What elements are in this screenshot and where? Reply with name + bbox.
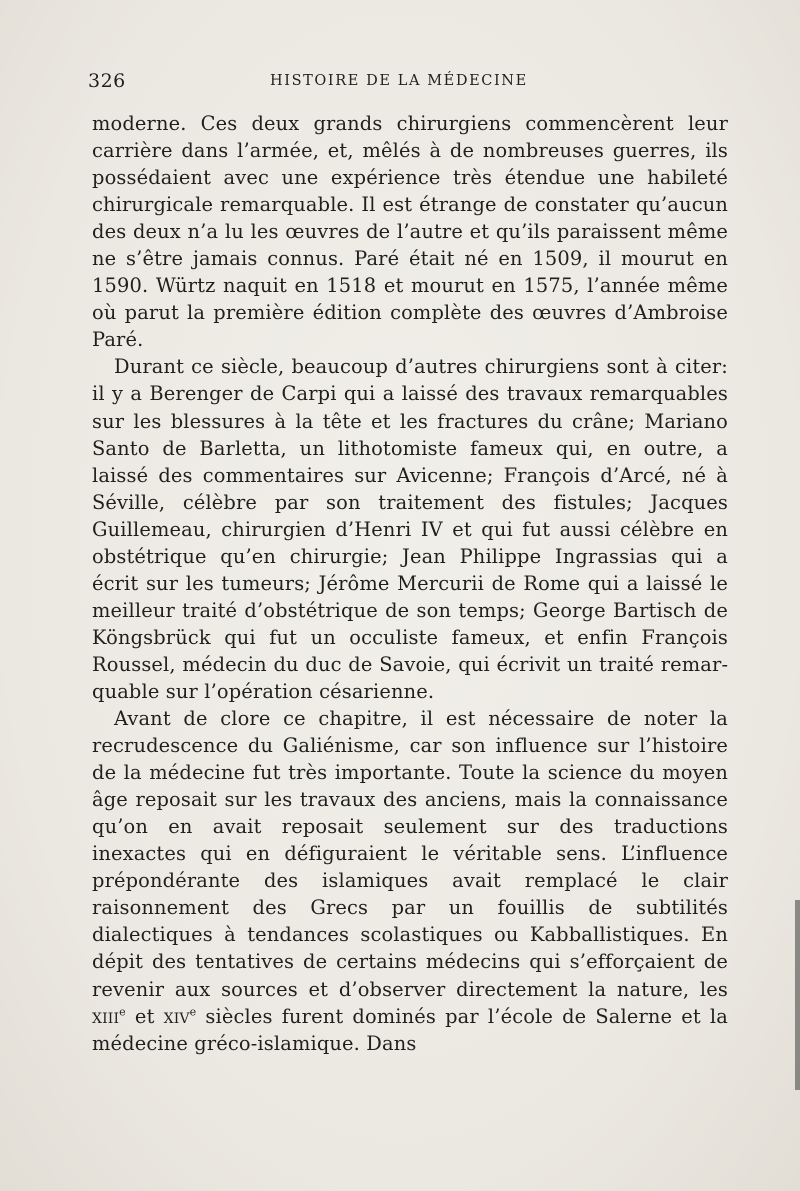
page-edge-shadow [795,900,800,1090]
paragraph-1: moderne. Ces deux grands chirurgiens commencèrent leur carrière dans l’armée, et, mêlés à de nombreuses guerres, ils possédaient avec une expérience très étendue une habileté chirurgicale remarquable. Il est étrange de constater qu’aucun des deux n’a lu les œuvres de l’autre et qu’ils paraissent même ne s’être jamais connus. Paré était né en 1509, il mourut en 1590. Würtz naquit en 1518 et mourut en 1575, l’année même où parut la première édition complète des œuvres d’Ambroise Paré. [92,112,728,352]
page-header [88,70,732,100]
conjunction-et: et [125,1004,164,1028]
century-xiii: xiii [92,1004,120,1028]
paragraph-3-text-before: Avant de clore ce chapitre, il est nécessaire de noter la recrudescence du Galiénisme, car son influence sur l’histoire de la médecine fut très importante. Toute la science du moyen âge reposait sur les travaux des anciens, mais la connaissance qu’on en avait reposait seulement sur des traductions inexactes qui en défiguraient le véritable sens. L’influence prépondérante des islamiques avait remplacé le clair raisonnement des Grecs par un fouillis de subtilités dialectiques à tendances scolastiques ou Kabballistiques. En dépit des tentatives de certains médecins qui s’efforçaient de revenir aux sources et d’observer directement la nature, les [92,707,728,1001]
page-number: 326 [88,70,126,92]
paragraph-3-text-after: siècles furent dominés par l’école de Salerne et la médecine gréco-islamique. Dans [92,1004,728,1055]
body-text [92,110,728,1057]
running-title: HISTOIRE DE LA MÉDECINE [270,73,528,89]
century-xiv: xiv [163,1004,190,1028]
paragraph-3 [92,705,728,1057]
paragraph-2: Durant ce siècle, beaucoup d’autres chirurgiens sont à citer: il y a Berenger de Carpi qui a laissé des travaux remarquables sur les blessures à la tête et les fractures du crâne; Mariano Santo de Barletta, un lithotomiste fameux qui, en outre, a laissé des commentaires sur Avicenne; François d’Arcé, né à Séville, célèbre par son traitement des fistules; Jacques Guillemeau, chirurgien d’Henri IV et qui fut aussi célèbre en obstétrique qu’en chirurgie; Jean Philippe Ingrassias qui a écrit sur les tumeurs; Jérôme Mercurii de Rome qui a laissé le meilleur traité d’obstétrique de son temps; George Bartisch de Köngsbrück qui fut un occuliste fameux, et enfin François Roussel, médecin du duc de Savoie, qui écrivit un traité remarquable sur l’opération césarienne. [92,355,728,703]
century-xiii-superscript: e [119,1005,126,1019]
century-xiv-superscript: e [189,1005,197,1019]
